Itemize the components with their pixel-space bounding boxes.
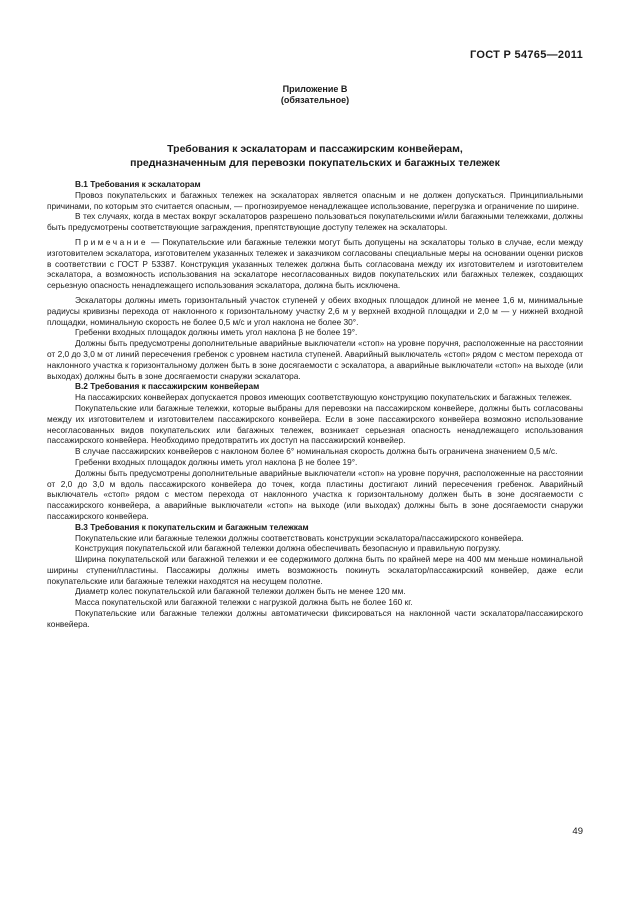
note-paragraph — [47, 237, 583, 291]
paragraph: Ширина покупательской или багажной тележки и ее содержимого должна быть по крайней мере на 400 мм меньше номинальной ширины ступени/пластины. Пассажиры должны иметь возможность покинуть эскалатор/пассажирский конвейер, даже если покупательские или багажные тележки находятся на несущем полотне. — [47, 554, 583, 586]
paragraph: Масса покупательской или багажной тележки с нагрузкой должна быть не более 160 кг. — [75, 597, 413, 608]
section-heading-b3: В.3 Требования к покупательским и багажным тележкам — [75, 521, 309, 532]
paragraph: Должны быть предусмотрены дополнительные аварийные выключатели «стоп» на уровне поручня, расположенные на расстоянии от 2,0 до 3,0 м вдоль пассажирского конвейера до точек, когда пластины достигают линий пересечения гребенок. Аварийный выключатель «стоп» рядом с местом перехода от наклонного участка к горизонтальному должен быть в зоне досягаемости с пассажирского конвейера, а аварийные выключатели «стоп» на выходе (или выходах) должны быть в зоне досягаемости снаружи пассажирского конвейера. — [47, 467, 583, 521]
document-title-line-1: Требования к эскалаторам и пассажирским конвейерам, — [167, 143, 463, 155]
paragraph: Гребенки входных площадок должны иметь угол наклона β не более 19°. — [75, 327, 358, 338]
document-body — [47, 179, 583, 630]
standard-designation: ГОСТ Р 54765—2011 — [469, 49, 583, 61]
annex-title: Приложение В — [282, 84, 348, 94]
paragraph: В тех случаях, когда в местах вокруг эскалаторов разрешено пользоваться покупательскими и/или багажными тележками, должны быть предусмотрены соответствующие заграждения, препятствующие доступу тележек на эскалаторы. — [47, 211, 583, 233]
paragraph: Покупательские или багажные тележки должны автоматически фиксироваться на наклонной части эскалатора/пассажирского конвейера. — [47, 608, 583, 629]
annex-status: (обязательное) — [280, 95, 350, 105]
note-text: — Покупательские или багажные тележки могут быть допущены на эскалаторы только в случае, если между изготовителем эскалатора, изготовителем указанных тележек и заказчиком согласованы специальные меры на основании оценки рисков в соответствии с ГОСТ Р 53387. Конструкция указанных тележек должна быть согласована между их изготовителем и изготовителем эскалатора, а возможность использования на эскалаторе несогласованных видов покупательских или багажных тележек, создающих серьезную опасность ненадлежащего использования эскалатора, должна быть исключена. — [47, 236, 583, 291]
paragraph: Покупательские или багажные тележки, которые выбраны для перевозки на пассажирском конвейере, должны быть согласованы между их изготовителем и изготовителем пассажирского конвейера. Если в зоне пассажирского конвейера возможно использование несогласованных видов покупательских или багажных тележек, возникает серьезная опасность ненадлежащего использования пассажирского конвейера. Необходимо предотвратить их доступ на пассажирский конвейер. — [47, 402, 583, 446]
paragraph: Конструкция покупательской или багажной тележки должна обеспечивать безопасную и правильную погрузку. — [75, 543, 501, 554]
section-heading-b2: В.2 Требования к пассажирским конвейерам — [75, 381, 260, 392]
paragraph: Эскалаторы должны иметь горизонтальный участок ступеней у обеих входных площадок длиной не менее 1,6 м, минимальные радиусы кривизны перехода от наклонного к горизонтальному участку 2,6 м у верхней входной площадки и 2,0 м — у нижней входной площадки, номинальную скорость не более 0,5 м/с и угол наклона не более 30°. — [47, 294, 583, 327]
page-number: 49 — [572, 826, 583, 837]
section-heading-b1: В.1 Требования к эскалаторам — [75, 179, 201, 189]
document-title — [47, 142, 583, 170]
paragraph: Диаметр колес покупательской или багажной тележки должен быть не менее 120 мм. — [75, 586, 406, 597]
paragraph: На пассажирских конвейерах допускается провоз имеющих соответствующую конструкцию покупательских и багажных тележек. — [75, 392, 572, 403]
paragraph: Должны быть предусмотрены дополнительные аварийные выключатели «стоп» на уровне поручня, расположенные на расстоянии от 2,0 до 3,0 м от линий пересечения гребенок с уровнем настила ступеней. Аварийный выключатель «стоп» рядом с местом перехода от наклонного участка к горизонтальному должен быть в зоне досягаемости с эскалатора, а аварийные выключатели «стоп» на выходе (или выходах) должны быть в зоне досягаемости снаружи эскалатора. — [47, 338, 583, 381]
note-label: Примечание — [75, 236, 149, 247]
paragraph: Провоз покупательских и багажных тележек на эскалаторах является опасным и не должен допускаться. Принципиальными причинами, по которым это считается опасным, — прогнозируемое ненадлежащее использование, перегрузка и ограничение по ширине. — [47, 189, 583, 211]
annex-header — [47, 84, 583, 106]
paragraph: Покупательские или багажные тележки должны соответствовать конструкции эскалатора/пассажирского конвейера. — [75, 532, 524, 543]
document-title-line-2: предназначенным для перевозки покупательских и багажных тележек — [130, 157, 500, 169]
paragraph: Гребенки входных площадок должны иметь угол наклона β не более 19°. — [75, 456, 358, 467]
paragraph: В случае пассажирских конвейеров с наклоном более 6° номинальная скорость должна быть ограничена значением 0,5 м/с. — [75, 446, 558, 457]
